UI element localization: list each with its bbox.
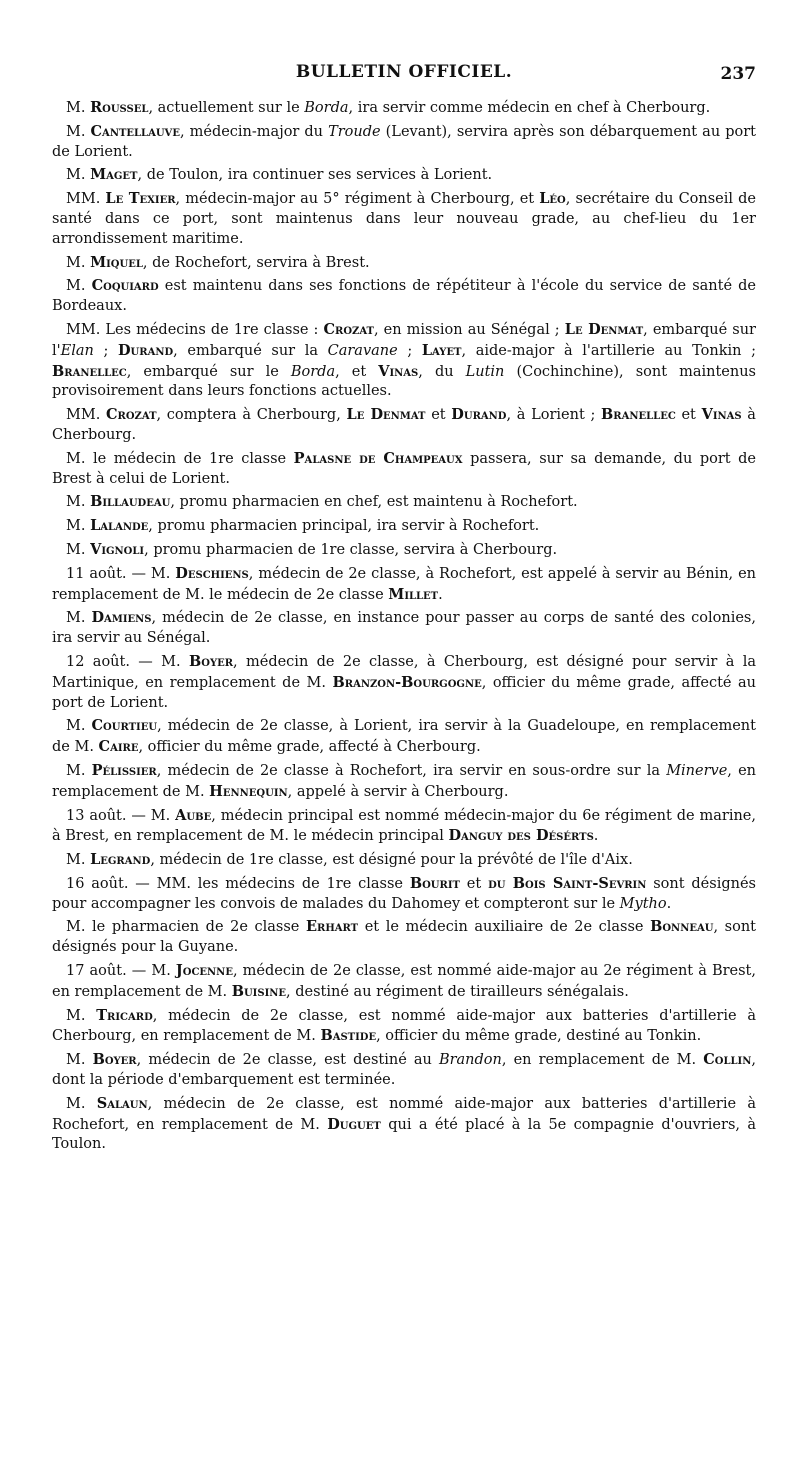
- person-name: Buisine: [231, 982, 287, 1000]
- person-name: Pélissier: [91, 761, 157, 779]
- person-name: Erhart: [305, 918, 359, 936]
- person-name: du Bois Saint-Sevrin: [488, 874, 647, 892]
- text-run: , embarqué sur la: [173, 342, 328, 359]
- text-run: sont désignés pour accompagner les convois de malades du Dahomey et compteront sur le: [52, 875, 756, 912]
- ship-name: Minerve: [666, 762, 728, 779]
- text-run: , médecin de 2e classe, à Rochefort, est appelé à servir au Bénin, en remplacement de M. le médecin de 2e classe: [52, 565, 756, 603]
- paragraph: [52, 1050, 756, 1091]
- text-run: , promu pharmacien de 1re classe, servira à Cherbourg.: [144, 541, 558, 558]
- person-name: Cantellauve: [90, 122, 180, 140]
- person-name: Le Denmat: [564, 320, 644, 338]
- text-run: et: [459, 875, 489, 892]
- text-run: M.: [66, 123, 91, 140]
- person-name: Salaun: [96, 1094, 148, 1112]
- text-run: , médecin de 2e classe, est destiné au: [136, 1052, 439, 1069]
- ship-name: Elan: [60, 342, 94, 359]
- text-run: , aide-major à l'artillerie au Tonkin ;: [461, 342, 756, 359]
- person-name: Durand: [451, 406, 507, 424]
- text-run: , secrétaire du Conseil de santé dans ce port, sont maintenus dans leur nouveau grade, au chef-lieu du 1er arrondissement maritime.: [52, 191, 756, 247]
- text-run: M.: [66, 762, 92, 779]
- person-name: Millet: [388, 585, 439, 603]
- text-run: , officier du même grade, affecté au port de Lorient.: [52, 674, 756, 711]
- text-run: , médecin de 1re classe, est désigné pour la prévôté de l'île d'Aix.: [150, 852, 633, 869]
- text-run: M.: [66, 167, 91, 184]
- text-run: est maintenu dans ses fonctions de répétiteur à l'école du service de santé de Bordeaux.: [52, 278, 756, 315]
- person-name: Branellec: [601, 406, 676, 424]
- person-name: Legrand: [90, 851, 151, 869]
- text-run: , médecin de 2e classe, est nommé aide-major au 2e régiment à Brest, en remplacement de M.: [52, 963, 756, 1000]
- text-run: (Levant), servira après son débarquement au port de Lorient.: [52, 123, 756, 160]
- text-run: , médecin de 2e classe, en instance pour passer au corps de santé des colonies, ira servir au Sénégal.: [52, 610, 756, 647]
- paragraph: [52, 449, 756, 490]
- person-name: Vignoli: [90, 540, 145, 558]
- text-run: , médecin de 2e classe à Rochefort, ira servir en sous-ordre sur la: [156, 762, 667, 779]
- person-name: Duguet: [327, 1115, 381, 1133]
- text-run: et: [425, 407, 452, 424]
- text-run: , médecin de 2e classe, à Cherbourg, est désigné pour servir à la Martinique, en remplacement de M.: [52, 653, 756, 691]
- text-run: , officier du même grade, affecté à Cherbourg.: [138, 739, 481, 756]
- text-run: 17 août. — M.: [66, 963, 176, 980]
- paragraph: [52, 1006, 756, 1048]
- ship-name: Lutin: [465, 363, 505, 380]
- text-run: , dont la période d'embarquement est terminée.: [52, 1052, 756, 1089]
- paragraph: [52, 320, 756, 402]
- person-name: Léo: [539, 190, 566, 208]
- text-run: et: [675, 407, 702, 424]
- page-number: 237: [720, 64, 756, 84]
- running-title: BULLETIN OFFICIEL.: [295, 62, 513, 82]
- paragraph: [52, 516, 756, 537]
- text-run: , en remplacement de M.: [501, 1052, 704, 1069]
- text-run: , actuellement sur le: [148, 100, 305, 116]
- ship-name: Troude: [328, 123, 381, 140]
- person-name: Bastide: [320, 1027, 377, 1045]
- paragraph: [52, 608, 756, 649]
- person-name: Coquiard: [91, 277, 159, 295]
- person-name: Vinas: [701, 406, 742, 424]
- person-name: Tricard: [96, 1006, 153, 1024]
- text-run: , médecin-major au 5° régiment à Cherbourg, et: [175, 191, 540, 208]
- text-run: .: [438, 586, 443, 603]
- paragraph: [52, 405, 756, 446]
- text-run: M.: [66, 610, 92, 627]
- paragraph: [52, 276, 756, 317]
- person-name: Courtieu: [91, 717, 158, 735]
- text-run: .: [593, 828, 599, 845]
- text-run: MM.: [66, 191, 106, 208]
- text-run: M.: [66, 254, 91, 271]
- person-name: Crozat: [323, 320, 374, 338]
- paragraph: [52, 961, 756, 1003]
- paragraph: [52, 165, 756, 186]
- text-run: MM. Les médecins de 1re classe :: [66, 321, 324, 338]
- text-run: 11 août. — M.: [66, 565, 176, 582]
- text-run: et le médecin auxiliaire de 2e classe: [358, 919, 651, 936]
- text-run: ;: [93, 342, 118, 359]
- person-name: Boyer: [188, 652, 234, 670]
- paragraph: [52, 917, 756, 958]
- text-run: .: [666, 895, 672, 912]
- text-run: M. le pharmacien de 2e classe: [66, 919, 306, 936]
- paragraph: [52, 540, 756, 561]
- text-run: M.: [66, 541, 91, 558]
- ship-name: Caravane: [327, 342, 398, 359]
- text-run: ;: [397, 342, 422, 359]
- text-run: , promu pharmacien en chef, est maintenu à Rochefort.: [170, 494, 578, 511]
- paragraph: [52, 874, 756, 915]
- paragraph: [52, 806, 756, 848]
- text-run: , promu pharmacien principal, ira servir à Rochefort.: [148, 518, 540, 535]
- text-run: , destiné au régiment de tirailleurs sénégalais.: [286, 983, 629, 1000]
- ship-name: Borda: [304, 100, 349, 116]
- ship-name: Mytho: [619, 895, 667, 912]
- text-run: qui a été placé à la 5e compagnie d'ouvriers, à Toulon.: [52, 1116, 756, 1153]
- paragraph: [52, 122, 756, 163]
- person-name: Le Texier: [105, 190, 176, 208]
- text-run: , médecin-major du: [179, 123, 329, 140]
- text-run: , médecin de 2e classe, est nommé aide-major aux batteries d'artillerie à Cherbourg, en remplacement de M.: [52, 1007, 756, 1045]
- person-name: Bourit: [409, 874, 460, 892]
- text-run: 13 août. — M.: [66, 807, 176, 824]
- person-name: Palasne de Champeaux: [293, 449, 463, 467]
- text-run: MM.: [66, 407, 106, 424]
- paragraph: [52, 564, 756, 606]
- person-name: Miquel: [90, 253, 143, 271]
- text-run: M.: [66, 100, 91, 116]
- ship-name: Borda: [290, 363, 336, 380]
- person-name: Danguy des Désérts: [448, 827, 594, 845]
- person-name: Crozat: [106, 406, 157, 424]
- text-run: M.: [66, 1052, 93, 1069]
- text-run: , et: [335, 363, 379, 380]
- text-run: , embarqué sur le: [126, 363, 291, 380]
- text-run: (Cochinchine), sont maintenus provisoirement dans leurs fonctions actuelles.: [52, 363, 756, 400]
- text-run: , de Rochefort, servira à Brest.: [142, 254, 370, 271]
- text-run: à Cherbourg.: [52, 407, 756, 443]
- text-run: M. le médecin de 1re classe: [66, 450, 294, 467]
- text-run: M.: [66, 1007, 97, 1024]
- text-run: M.: [66, 278, 92, 295]
- person-name: Boyer: [92, 1051, 137, 1069]
- text-run: , en mission au Sénégal ;: [374, 321, 565, 338]
- text-run: , sont désignés pour la Guyane.: [52, 919, 756, 956]
- person-name: Branellec: [52, 362, 127, 380]
- text-run: , appelé à servir à Cherbourg.: [287, 783, 509, 800]
- text-run: 12 août. — M.: [66, 653, 189, 670]
- paragraph: [52, 189, 756, 249]
- person-name: Caire: [98, 738, 139, 756]
- paragraph: [52, 652, 756, 713]
- person-name: Roussel: [90, 99, 149, 116]
- paragraph: [52, 850, 756, 871]
- person-name: Layet: [421, 341, 462, 359]
- text-run: , en remplacement de M.: [52, 762, 756, 800]
- paragraph: [52, 98, 756, 119]
- text-run: M.: [66, 852, 91, 869]
- text-run: , comptera à Cherbourg,: [156, 407, 347, 424]
- text-run: , ira servir comme médecin en chef à Cherbourg.: [348, 100, 711, 116]
- text-run: , à Lorient ;: [506, 407, 602, 424]
- text-run: M.: [66, 718, 92, 735]
- person-name: Maget: [90, 166, 138, 184]
- paragraph: [52, 1094, 756, 1155]
- person-name: Aube: [175, 806, 212, 824]
- person-name: Collin: [703, 1051, 752, 1069]
- person-name: Billaudeau: [90, 493, 171, 511]
- text-run: , médecin de 2e classe, est nommé aide-major aux batteries d'artillerie à Rochefort, en remplacement de M.: [52, 1095, 756, 1133]
- paragraph: [52, 492, 756, 513]
- person-name: Damiens: [91, 609, 152, 627]
- ship-name: Brandon: [438, 1052, 502, 1069]
- text-run: , du: [418, 363, 466, 380]
- text-run: M.: [66, 1095, 97, 1112]
- paragraph: [52, 761, 756, 803]
- text-run: , médecin de 2e classe, à Lorient, ira servir à la Guadeloupe, en remplacement de M.: [52, 718, 756, 756]
- text-run: , médecin principal est nommé médecin-major du 6e régiment de marine, à Brest, en remplacement de M. le médecin principal: [52, 807, 756, 845]
- person-name: Bonneau: [650, 918, 714, 936]
- text-run: 16 août. — MM. les médecins de 1re classe: [66, 875, 410, 892]
- text-run: , de Toulon, ira continuer ses services à Lorient.: [137, 167, 493, 184]
- page-header: [52, 62, 756, 92]
- person-name: Vinas: [378, 362, 419, 380]
- text-run: , embarqué sur l': [52, 321, 756, 359]
- paragraph: [52, 716, 756, 758]
- person-name: Deschiens: [175, 564, 249, 582]
- text-run: passera, sur sa demande, du port de Brest à celui de Lorient.: [52, 450, 756, 487]
- person-name: Jocenne: [175, 962, 233, 980]
- person-name: Le Denmat: [346, 406, 426, 424]
- person-name: Branzon-Bourgogne: [332, 673, 482, 691]
- paragraph: [52, 253, 756, 274]
- text-run: , officier du même grade, destiné au Tonkin.: [376, 1028, 702, 1045]
- text-run: M.: [66, 494, 91, 511]
- body-text: [52, 98, 756, 1155]
- text-run: M.: [66, 518, 91, 535]
- person-name: Hennequin: [209, 782, 288, 800]
- person-name: Durand: [117, 341, 174, 359]
- person-name: Lalande: [90, 517, 149, 535]
